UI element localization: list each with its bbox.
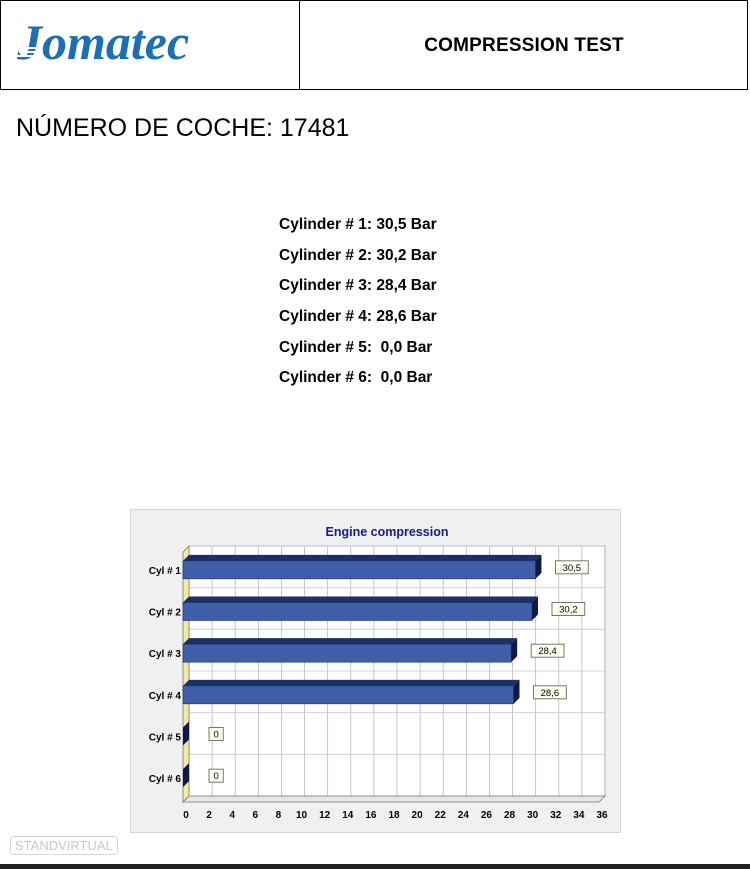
x-tick-label: 14 bbox=[342, 810, 354, 821]
data-label: 30,2 bbox=[559, 604, 578, 616]
x-tick-label: 18 bbox=[388, 810, 400, 821]
y-tick-label: Cyl # 2 bbox=[148, 607, 181, 619]
y-tick-label: Cyl # 4 bbox=[148, 690, 181, 702]
x-tick-label: 30 bbox=[527, 810, 539, 821]
x-tick-label: 12 bbox=[319, 810, 331, 821]
bar bbox=[183, 686, 513, 704]
x-tick-label: 2 bbox=[206, 810, 212, 821]
x-tick-label: 16 bbox=[365, 810, 377, 821]
x-tick-label: 36 bbox=[596, 810, 608, 821]
x-tick-label: 22 bbox=[434, 810, 446, 821]
cylinder-reading: Cylinder # 5: 0,0 Bar bbox=[279, 338, 433, 356]
x-tick-label: 24 bbox=[457, 810, 469, 821]
data-label: 28,6 bbox=[540, 687, 560, 699]
engine-compression-chart bbox=[130, 509, 621, 833]
x-tick-label: 10 bbox=[295, 810, 308, 821]
bottom-border bbox=[0, 864, 750, 869]
document-title: COMPRESSION TEST bbox=[424, 34, 624, 56]
x-tick-label: 28 bbox=[503, 810, 516, 821]
axis-wall bbox=[183, 546, 189, 802]
x-tick-label: 0 bbox=[183, 810, 189, 821]
data-label: 28,4 bbox=[538, 646, 557, 658]
bar-top bbox=[183, 680, 519, 686]
cylinder-reading: Cylinder # 1: 30,5 Bar bbox=[279, 216, 437, 233]
data-label: 30,5 bbox=[562, 562, 582, 574]
bar-top bbox=[183, 597, 538, 603]
cylinder-reading: Cylinder # 3: 28,4 Bar bbox=[279, 277, 437, 295]
watermark: STANDVIRTUAL bbox=[10, 836, 118, 855]
cylinder-readings bbox=[279, 214, 437, 398]
axis-floor bbox=[183, 796, 605, 802]
bar bbox=[183, 644, 511, 662]
y-tick-label: Cyl # 6 bbox=[148, 774, 181, 786]
logo-text: Jomatec bbox=[17, 14, 190, 69]
data-label: 0 bbox=[213, 729, 219, 741]
y-tick-label: Cyl # 1 bbox=[148, 565, 181, 577]
x-tick-label: 26 bbox=[480, 810, 493, 821]
data-label: 0 bbox=[213, 771, 219, 783]
logo-cell bbox=[1, 1, 300, 90]
x-tick-label: 34 bbox=[573, 810, 585, 821]
x-tick-label: 20 bbox=[411, 810, 423, 821]
y-tick-label: Cyl # 3 bbox=[148, 649, 181, 661]
bar bbox=[183, 603, 532, 621]
bar-top bbox=[183, 555, 541, 561]
chart-canvas bbox=[131, 510, 620, 832]
cylinder-reading: Cylinder # 4: 28,6 Bar bbox=[279, 308, 437, 326]
x-tick-label: 8 bbox=[275, 810, 282, 821]
title-cell bbox=[299, 1, 749, 90]
bar-top bbox=[183, 638, 517, 644]
document-header bbox=[0, 0, 748, 90]
car-number: NÚMERO DE COCHE: 17481 bbox=[16, 114, 350, 142]
y-tick-label: Cyl # 5 bbox=[148, 732, 181, 744]
x-tick-label: 4 bbox=[229, 810, 236, 821]
x-tick-label: 32 bbox=[550, 810, 562, 821]
chart-title: Engine compression bbox=[325, 525, 449, 539]
jomatec-logo bbox=[15, 13, 291, 69]
x-tick-label: 6 bbox=[252, 810, 259, 821]
cylinder-reading: Cylinder # 6: 0,0 Bar bbox=[279, 369, 433, 387]
cylinder-reading: Cylinder # 2: 30,2 Bar bbox=[279, 246, 437, 264]
bar bbox=[183, 561, 535, 579]
